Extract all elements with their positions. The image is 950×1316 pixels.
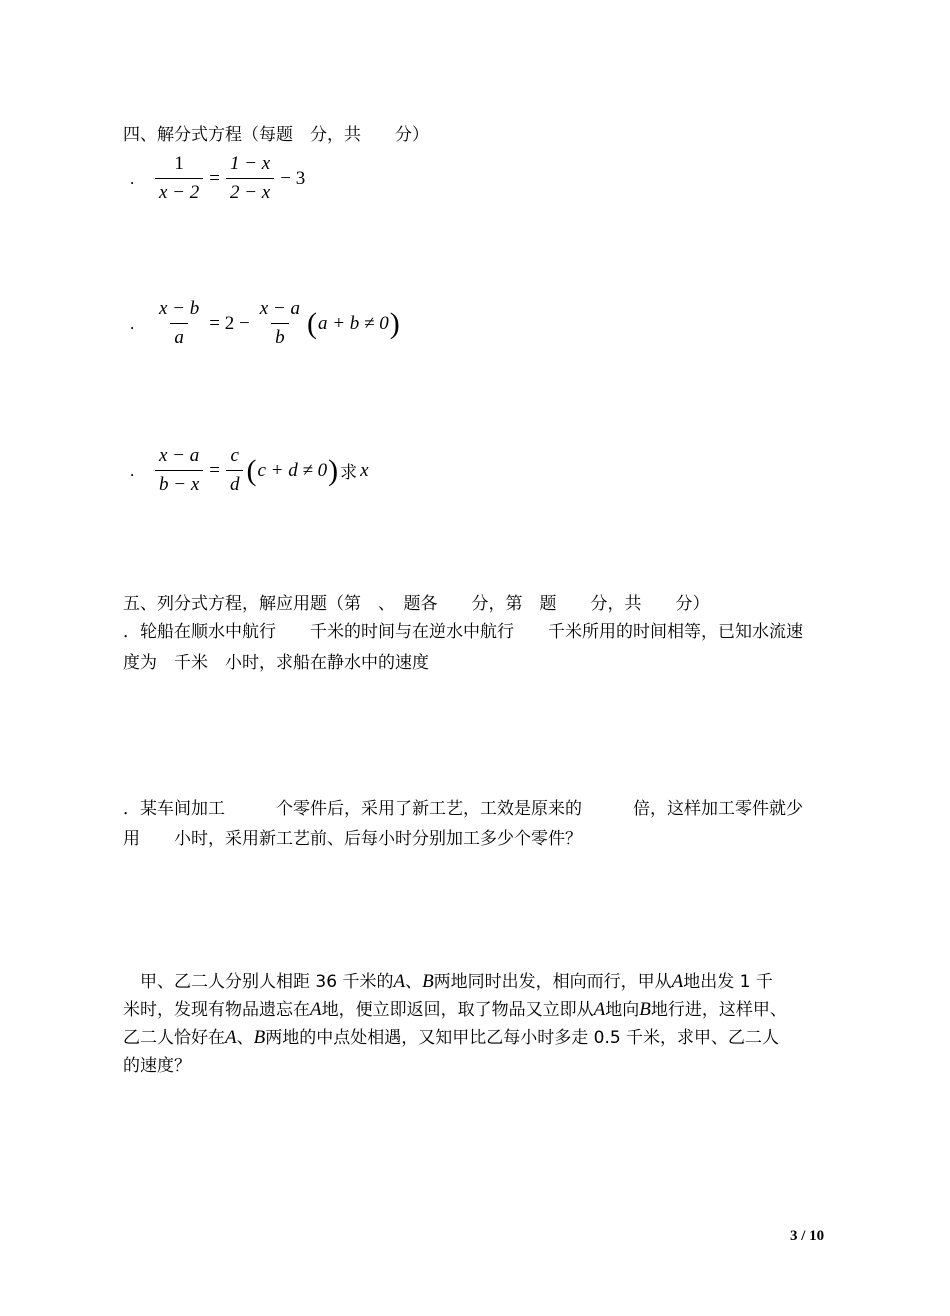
equation-tail: − 3: [280, 167, 306, 189]
condition: c + d ≠ 0: [257, 459, 328, 481]
section-5-heading: 五、列分式方程，解应用题（第 、 题各 分，第 题 分，共 分）: [123, 594, 710, 614]
equation-2: [130, 297, 400, 350]
fraction: [226, 152, 274, 205]
fraction: [256, 297, 304, 350]
point-a: A: [225, 1027, 237, 1048]
item-marker: .: [130, 313, 135, 333]
left-paren: (: [246, 453, 257, 487]
numerator: x − a: [159, 445, 200, 466]
item-marker: .: [130, 460, 135, 480]
point-b: B: [253, 1027, 266, 1048]
problem-3-text: 地向: [605, 1000, 640, 1020]
problem-3-text: 的速度？: [123, 1056, 191, 1076]
problem-1-line-1: ．轮船在顺水中航行 千米的时间与在逆水中航行 千米所用的时间相等，已知水流速: [123, 622, 803, 642]
denominator: d: [226, 470, 244, 497]
problem-3-text: 地，便立即返回，取了物品又立即从: [321, 1000, 594, 1020]
page-number: 3 / 10: [790, 1228, 825, 1244]
fraction: [155, 297, 203, 350]
problem-3-text: 甲、乙二人分别人相距 36 千米的: [140, 972, 394, 992]
item-marker: .: [130, 168, 135, 188]
point-a: A: [310, 999, 322, 1020]
condition: a + b ≠ 0: [317, 312, 389, 334]
section-4-heading: 四、解分式方程（每题 分，共 分）: [123, 125, 429, 145]
fraction: [155, 444, 203, 497]
numerator: x − b: [159, 298, 200, 319]
equation-middle: = 2 −: [209, 312, 250, 334]
unknown-variable: x: [360, 459, 369, 481]
problem-3-text: 、: [236, 1028, 254, 1048]
numerator: 1 − x: [229, 153, 271, 174]
equals-sign: =: [209, 459, 220, 481]
problem-3-text: 地出发 1 千: [683, 972, 773, 992]
point-a: A: [593, 999, 606, 1020]
equals-sign: =: [209, 167, 220, 189]
right-paren: ): [328, 453, 339, 487]
problem-3-text: 乙二人恰好在: [123, 1028, 225, 1048]
left-paren: (: [306, 306, 317, 340]
numerator: 1: [174, 153, 184, 174]
denominator: x − 2: [155, 178, 203, 205]
equation-1: [130, 152, 308, 205]
point-b: B: [422, 971, 434, 992]
problem-2-line-2: 用 小时，采用新工艺前、后每小时分别加工多少个零件？: [123, 829, 582, 849]
equation-3: [130, 444, 369, 497]
fraction: [226, 444, 244, 497]
problem-2-line-1: ．某车间加工 个零件后，采用了新工艺，工效是原来的 倍，这样加工零件就少: [123, 799, 803, 819]
problem-3-text: 、: [405, 972, 423, 992]
denominator: a: [170, 323, 188, 350]
problem-1-line-2: 度为 千米 小时，求船在静水中的速度: [123, 653, 429, 673]
ask-text: 求: [340, 463, 358, 483]
denominator: b: [271, 323, 289, 350]
problem-3-text: 两地的中点处相遇，又知甲比乙每小时多走 0.5 千米，求甲、乙二人: [265, 1028, 780, 1048]
fraction: [155, 152, 203, 205]
problem-3: [123, 968, 833, 1080]
denominator: 2 − x: [226, 178, 274, 205]
denominator: b − x: [155, 470, 203, 497]
point-b: B: [639, 999, 651, 1020]
numerator: x − a: [259, 298, 300, 319]
numerator: c: [230, 445, 239, 466]
problem-3-text: 地行进，这样甲、: [650, 1000, 787, 1020]
problem-3-text: 两地同时出发，相向而行，甲从: [433, 972, 672, 992]
point-a: A: [393, 971, 406, 992]
problem-3-text: 米时，发现有物品遗忘在: [123, 1000, 310, 1020]
point-a: A: [671, 971, 684, 992]
right-paren: ): [389, 306, 400, 340]
